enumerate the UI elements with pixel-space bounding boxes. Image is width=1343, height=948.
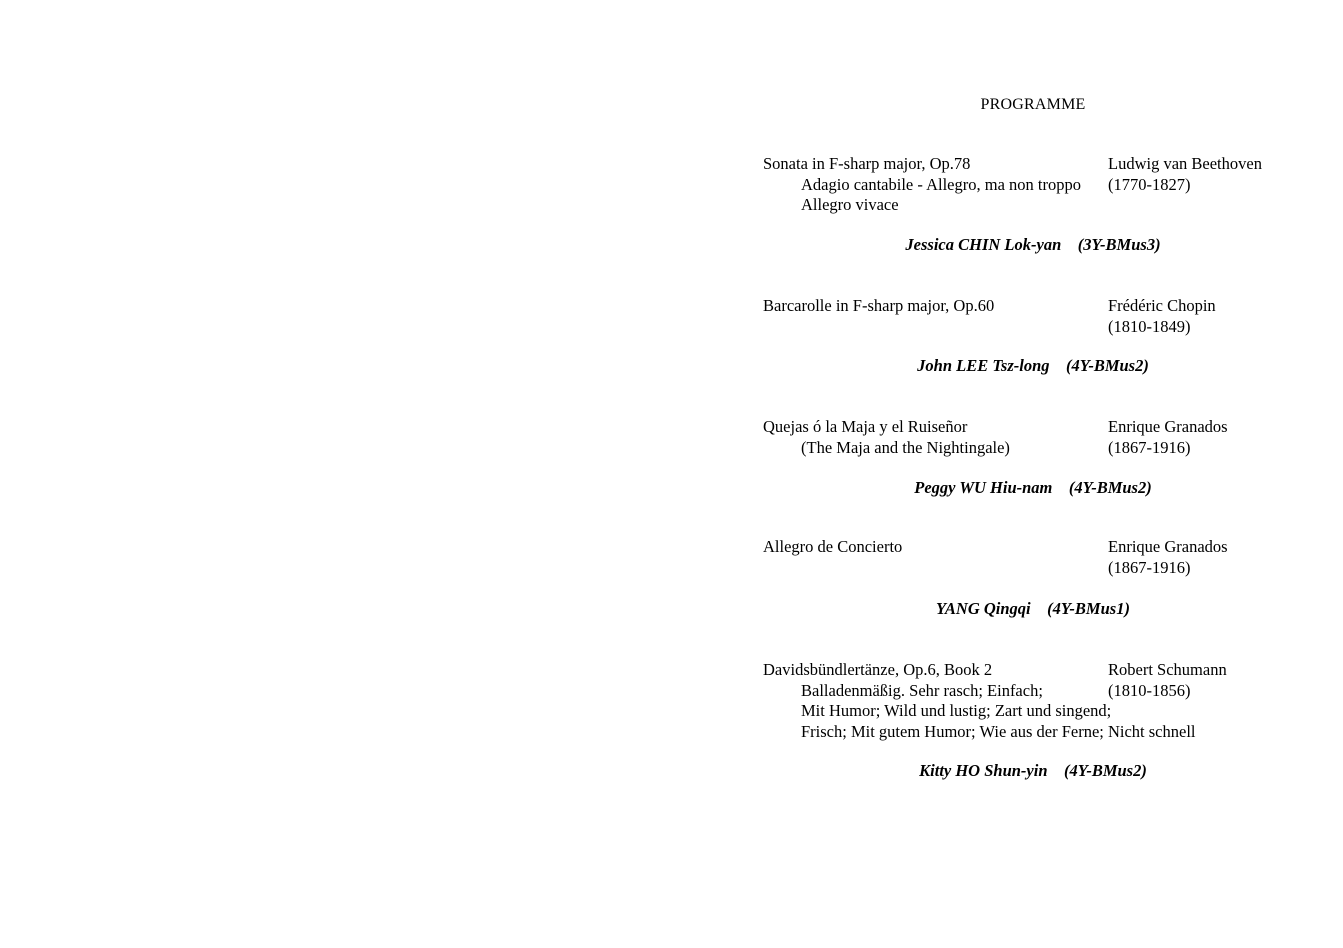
performer-name: John LEE Tsz-long [917,356,1050,375]
performer-class: (3Y-BMus3) [1077,235,1161,254]
composer-dates: (1770-1827) [1108,174,1191,194]
work-column [763,417,1108,458]
performer-class: (4Y-BMus2) [1066,356,1149,375]
composer-dates: (1867-1916) [1108,557,1191,577]
performer-line [763,761,1303,782]
composer-dates: (1810-1856) [1108,680,1191,700]
performer-class: (4Y-BMus2) [1064,761,1147,780]
performer-line [763,599,1303,620]
composer-column [1108,537,1323,578]
composer-dates: (1810-1849) [1108,316,1191,336]
programme-heading: PROGRAMME [980,96,1086,113]
work-title: Sonata in F-sharp major, Op.78 [763,154,971,173]
composer-name: Frédéric Chopin [1108,296,1216,315]
movement: Allegro vivace [801,195,899,214]
composer-name: Enrique Granados [1108,417,1228,436]
performer-line [763,235,1303,256]
composer-column [1108,296,1323,337]
movement: Frisch; Mit gutem Humor; Wie aus der Ferne; Nicht schnell [801,721,1196,741]
performer-line [763,356,1303,377]
performer-class: (4Y-BMus2) [1068,478,1152,497]
work-title: Allegro de Concierto [763,537,903,556]
work-column [763,296,1108,317]
work-title: Quejas ó la Maja y el Ruiseñor [763,417,968,436]
performer-name: Jessica CHIN Lok-yan [905,235,1062,254]
work-column [763,537,1108,558]
movement: Balladenmäßig. Sehr rasch; Einfach; [801,680,1043,700]
composer-name: Ludwig van Beethoven [1108,154,1262,173]
performer-class: (4Y-BMus1) [1047,599,1130,618]
performer-name: YANG Qingqi [936,599,1031,618]
composer-column [1108,417,1323,458]
composer-dates: (1867-1916) [1108,437,1191,457]
performer-line [763,478,1303,499]
work-column [763,154,1108,216]
composer-name: Enrique Granados [1108,537,1228,556]
work-title: Davidsbündlertänze, Op.6, Book 2 [763,660,993,679]
performer-name: Peggy WU Hiu-nam [914,478,1053,497]
performer-name: Kitty HO Shun-yin [919,761,1048,780]
composer-name: Robert Schumann [1108,660,1227,679]
composer-column [1108,154,1323,195]
movement: Adagio cantabile - Allegro, ma non troppo [801,174,1081,194]
movement: Mit Humor; Wild und lustig; Zart und singend; [801,701,1112,720]
composer-column [1108,660,1323,701]
work-title: Barcarolle in F-sharp major, Op.60 [763,296,995,315]
work-subtitle: (The Maja and the Nightingale) [801,437,1010,457]
